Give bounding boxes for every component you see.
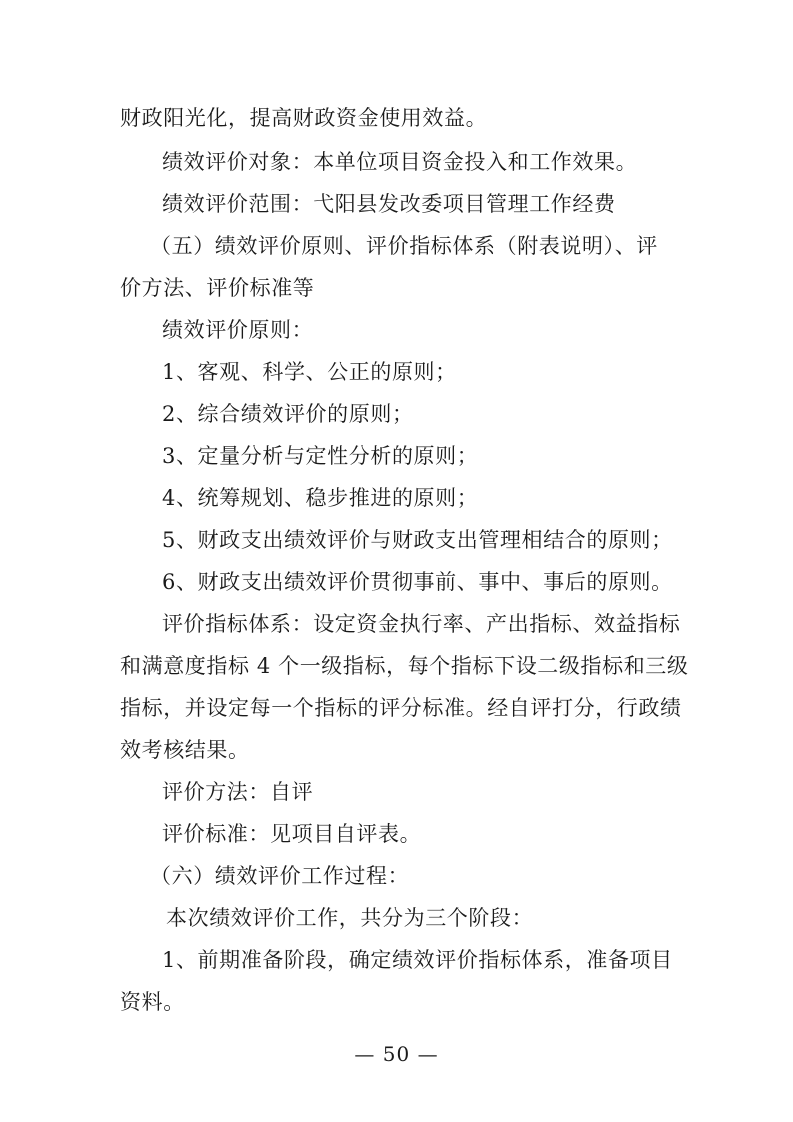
paragraph-line: 评价标准：见项目自评表。 <box>162 822 422 846</box>
list-item: 4、统筹规划、稳步推进的原则； <box>162 486 479 510</box>
list-item: 1、前期准备阶段，确定绩效评价指标体系，准备项目 <box>162 948 673 972</box>
page-number: — 50 — <box>354 1042 439 1066</box>
list-item: 2、综合绩效评价的原则； <box>162 402 414 426</box>
paragraph-line: 绩效评价原则： <box>162 318 314 342</box>
paragraph-line: 效考核结果。 <box>120 738 250 762</box>
paragraph-line: 指标，并设定每一个指标的评分标准。经自评打分，行政绩 <box>120 696 682 720</box>
list-item: 1、客观、科学、公正的原则； <box>162 360 457 384</box>
paragraph-line: 评价指标体系：设定资金执行率、产出指标、效益指标 <box>162 612 681 636</box>
paragraph-line: 评价方法：自评 <box>162 780 314 804</box>
paragraph-line: 绩效评价范围：弋阳县发改委项目管理工作经费 <box>162 192 616 216</box>
paragraph-line: 资料。 <box>120 990 185 1014</box>
paragraph-line: 财政阳光化，提高财政资金使用效益。 <box>120 106 488 130</box>
list-item: 3、定量分析与定性分析的原则； <box>162 444 479 468</box>
section-heading: 价方法、评价标准等 <box>120 276 315 300</box>
paragraph-line: 和满意度指标 4 个一级指标，每个指标下设二级指标和三级 <box>120 654 689 678</box>
list-item: 6、财政支出绩效评价贯彻事前、事中、事后的原则。 <box>162 570 673 594</box>
list-item: 5、财政支出绩效评价与财政支出管理相结合的原则； <box>162 528 673 552</box>
paragraph-line: 绩效评价对象：本单位项目资金投入和工作效果。 <box>162 150 638 174</box>
paragraph-line: 本次绩效评价工作，共分为三个阶段： <box>166 906 534 930</box>
section-heading: （六）绩效评价工作过程： <box>150 864 410 888</box>
section-heading: （五）绩效评价原则、评价指标体系（附表说明）、评 <box>150 234 658 258</box>
